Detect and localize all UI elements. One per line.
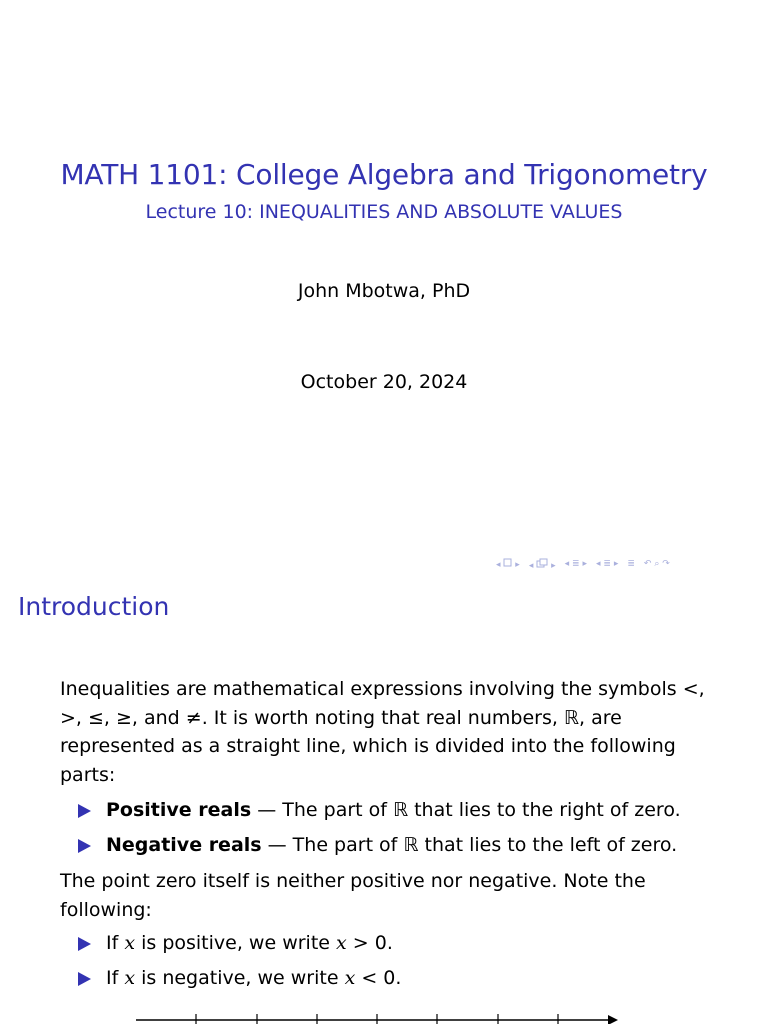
- math-variable: x: [344, 967, 356, 989]
- nav-left-arrow-icon[interactable]: ◂: [528, 560, 534, 571]
- lecture-date: October 20, 2024: [300, 371, 468, 393]
- list-item-text: is negative, we write: [135, 967, 345, 989]
- nav-frame-group: [496, 558, 520, 570]
- lecture-subtitle: Lecture 10: INEQUALITIES AND ABSOLUTE VALUES: [145, 201, 623, 223]
- nav-left-arrow-icon[interactable]: ◂: [595, 559, 601, 569]
- nav-right-arrow-icon[interactable]: ▸: [613, 559, 619, 569]
- list-item: [78, 929, 401, 964]
- triangle-bullet-icon: [78, 937, 91, 951]
- math-variable: x: [124, 932, 136, 954]
- nav-right-arrow-icon[interactable]: ▸: [551, 560, 556, 571]
- list-item-text: — The part of ℝ that lies to the left of zero.: [261, 834, 678, 856]
- list-item: [78, 796, 681, 831]
- section-icon[interactable]: ≣: [572, 559, 580, 569]
- list-item-text: If: [106, 967, 125, 989]
- course-title: MATH 1101: College Algebra and Trigonometry: [60, 158, 708, 191]
- sign-notation-list: [78, 929, 401, 999]
- triangle-bullet-icon: [78, 972, 91, 986]
- list-item-term: Negative reals: [106, 834, 262, 856]
- appendix-icon[interactable]: ≣: [627, 559, 635, 569]
- math-variable: x: [124, 967, 136, 989]
- triangle-bullet-icon: [78, 804, 91, 818]
- list-item-text: > 0.: [346, 932, 393, 954]
- frame-title: Introduction: [18, 592, 170, 621]
- author-name: John Mbotwa, PhD: [297, 280, 471, 302]
- nav-left-arrow-icon[interactable]: ◂: [564, 559, 570, 569]
- number-line: [130, 1006, 630, 1024]
- list-item-text: < 0.: [355, 967, 402, 989]
- real-parts-list: [78, 796, 681, 866]
- list-item-text: — The part of ℝ that lies to the right of zero.: [251, 799, 681, 821]
- document-icon[interactable]: ≣: [603, 559, 611, 569]
- nav-section-group: [565, 559, 587, 569]
- nav-right-arrow-icon[interactable]: ▸: [582, 559, 587, 569]
- math-variable: x: [336, 932, 347, 954]
- frames-stack-icon[interactable]: [536, 558, 548, 568]
- nav-subsection-group: [529, 558, 556, 571]
- zero-paragraph: The point zero itself is neither positive nor negative. Note the following:: [60, 870, 646, 921]
- triangle-bullet-icon: [78, 839, 91, 853]
- search-icon[interactable]: ⌕: [654, 559, 660, 569]
- list-item-text: is positive, we write: [135, 932, 337, 954]
- beamer-navigation-bar: [496, 557, 677, 571]
- nav-appendix-group: [627, 559, 635, 569]
- list-item: [78, 831, 681, 866]
- list-item-term: Positive reals: [106, 799, 252, 821]
- nav-document-group: [596, 559, 618, 569]
- redo-icon[interactable]: ↷: [662, 559, 670, 569]
- undo-icon[interactable]: ↶: [643, 559, 652, 569]
- list-item: [78, 964, 401, 999]
- intro-paragraph: Inequalities are mathematical expressions involving the symbols <, >, ≤, ≥, and ≠. It is worth noting that real numbers, ℝ, are represented as a straight line, which is divided into the following parts:: [60, 678, 705, 786]
- nav-search-group: [644, 559, 670, 569]
- nav-left-arrow-icon[interactable]: ◂: [496, 560, 501, 570]
- frame-icon[interactable]: [503, 558, 512, 567]
- list-item-text: If: [106, 932, 125, 954]
- nav-right-arrow-icon[interactable]: ▸: [515, 560, 520, 570]
